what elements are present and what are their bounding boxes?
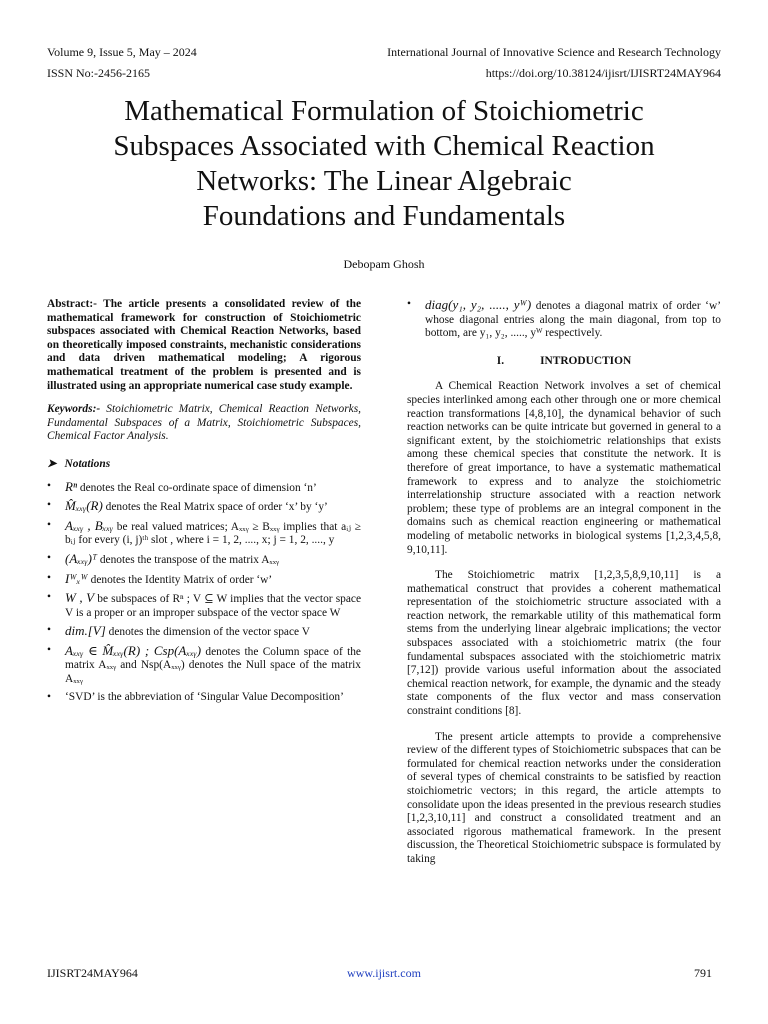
notation-text: be real valued matrices; Aₓₓᵧ ≥ Bₓₓᵧ implies that aᵢⱼ ≥ bᵢⱼ for every (i, j)ᵗʰ slot , where i = 1, 2, ...., x; j = 1, 2, ...., y	[65, 520, 361, 547]
notations-list-continued	[407, 298, 721, 341]
section-title: INTRODUCTION	[540, 354, 632, 367]
volume-info: Volume 9, Issue 5, May – 2024	[47, 45, 197, 59]
bullet-icon: •	[47, 499, 51, 512]
keywords-label: Keywords:-	[47, 403, 101, 416]
section-number: I.	[496, 354, 505, 367]
notations-title: Notations	[64, 457, 111, 470]
author-name: Debopam Ghosh	[343, 257, 425, 271]
bullet-icon: •	[47, 690, 51, 703]
math-expression: Aₓₓᵧ ∈ M̂ₓₓᵧ(R) ; Csp(Aₓₓᵧ)	[65, 642, 202, 658]
list-item	[47, 591, 361, 620]
math-expression: Iᵂₓᵂ	[65, 570, 88, 586]
bullet-icon: •	[47, 571, 51, 584]
paper-title	[60, 94, 708, 234]
notations-list	[47, 480, 361, 705]
list-item	[47, 480, 361, 496]
title-line: Mathematical Formulation of Stoichiometric	[124, 95, 644, 127]
notation-text: denotes the dimension of the vector space V	[105, 626, 310, 639]
list-item	[407, 298, 721, 341]
right-column	[407, 298, 721, 879]
notation-text: denotes the Real co-ordinate space of dimension ‘n’	[77, 481, 317, 494]
intro-paragraph: The Stoichiometric matrix [1,2,3,5,8,9,10,11] is a mathematical construct that provides a coherent mathematical representation of the stoichiometric structure associated with a reaction network, the remarkable utility of this mathematical form stems from the underlying linear algebraic implications; the vector subspaces associated with a stoichiometric matrix (the four fundamental subspaces associated with the stoichiometric matrix [7,12]) provide various useful information about the associated chemical reaction network, for example, the dynamic and the steady state components of the flux vector and mass conservation constraint conditions [8].	[407, 569, 721, 718]
abstract: Abstract:- The article presents a consolidated review of the mathematical framework for construction of Stoichiometric subspaces associated with Chemical Reaction Networks, based on theoretically imposed constraints, mechanistic considerations and data driven mathematical modeling; A rigorous mathematical treatment of the problem is presented and is illustrated using an appropriate numerical case study example.	[47, 298, 361, 392]
list-item	[47, 691, 361, 705]
notation-text: denotes a diagonal matrix of order ‘w’ whose diagonal entries along the main diagonal, from top to bottom, are y₁, y₂, ....., yᵂ respectively.	[425, 300, 721, 340]
page-number: 791	[694, 966, 712, 980]
math-expression: (Aₓₓᵧ)ᵀ	[65, 550, 98, 566]
list-item	[47, 624, 361, 640]
notation-text: denotes the Real Matrix space of order ‘x’ by ‘y’	[102, 501, 328, 514]
bullet-icon: •	[47, 551, 51, 564]
intro-paragraph: The present article attempts to provide a comprehensive review of the different types of Stoichiometric subspaces that can be formulated for chemical reaction networks under the consideration of several types of chemical constraints to be satisfied by reaction stoichiometric vectors; in this regard, the article attempts to consolidate upon the ideas presented in the previous research studies [1,2,3,10,11] and construct a consolidated treatment and an associated rigorous mathematical framework. In the present discussion, the Theoretical Stoichiometric subspace is formulated by taking	[407, 730, 721, 865]
math-expression: diag(y₁, y₂, ....., yᵂ)	[425, 297, 532, 312]
bullet-icon: •	[47, 591, 51, 604]
footer-code: IJISRT24MAY964	[47, 966, 138, 980]
notation-text: ‘SVD’ is the abbreviation of ‘Singular Value Decomposition’	[65, 690, 344, 703]
footer-website-link[interactable]: www.ijisrt.com	[347, 966, 421, 980]
journal-name: International Journal of Innovative Science and Research Technology	[387, 45, 721, 59]
notation-text: denotes the Column space of the matrix Aₓₓᵧ and Nsp(Aₓₓᵧ) denotes the Null space of the matrix Aₓₓᵧ	[65, 645, 361, 686]
math-expression: dim.[V]	[65, 623, 106, 639]
math-expression: Aₓₓᵧ , Bₓₓᵧ	[65, 517, 114, 533]
left-column	[47, 298, 361, 708]
title-line: Networks: The Linear Algebraic	[196, 165, 572, 197]
bullet-icon: •	[47, 518, 51, 531]
notation-text: denotes the transpose of the matrix Aₓₓᵧ	[97, 553, 280, 566]
math-expression: Rⁿ	[65, 478, 78, 494]
arrow-bullet-icon: ➤	[47, 457, 57, 470]
section-heading	[407, 355, 721, 369]
bullet-icon: •	[47, 643, 51, 656]
list-item	[47, 552, 361, 568]
list-item	[47, 644, 361, 687]
doi-link[interactable]: https://doi.org/10.38124/ijisrt/IJISRT24MAY964	[485, 66, 721, 80]
math-expression: M̂ₓₓᵧ(R)	[65, 498, 103, 514]
bullet-icon: •	[407, 298, 411, 310]
bullet-icon: •	[47, 479, 51, 492]
bullet-icon: •	[47, 624, 51, 637]
keywords-text: Stoichiometric Matrix, Chemical Reaction Networks, Fundamental Subspaces of a Matrix, Stoichiometric Subspaces, Chemical Factor Analysis.	[47, 403, 361, 443]
math-expression: W , V	[65, 590, 95, 606]
notation-text: be subspaces of Rⁿ ; V ⊆ W implies that the vector space V is a proper or an improper subspace of the vector space W	[65, 593, 361, 619]
notation-text: denotes the Identity Matrix of order ‘w’	[87, 573, 273, 586]
title-line: Foundations and Fundamentals	[202, 200, 566, 232]
list-item	[47, 519, 361, 548]
keywords	[47, 403, 361, 444]
list-item	[47, 572, 361, 588]
issn-info: ISSN No:-2456-2165	[47, 66, 151, 80]
intro-paragraph: A Chemical Reaction Network involves a set of chemical species interlinked among each other through one or more chemical reaction transformations [4,8,10], the dynamical behavior of such reaction networks can be quite intricate but governed in general to a significant extent, by the stoichiometric relationships that exists among these chemical species that constitute the network. It is therefore of great importance, to have a systematic mathematical framework to express and to analyze the stoichiometric interrelationship structure associated with a reaction network problem; these type of problems are an integral component in the domains such as chemical reaction engineering or mathematical modeling of metabolic networks in biological systems [1,2,3,4,5,8, 9,10,11].	[407, 380, 721, 556]
title-line: Subspaces Associated with Chemical Reaction	[113, 130, 655, 162]
list-item	[47, 499, 361, 515]
notations-heading	[47, 458, 361, 472]
